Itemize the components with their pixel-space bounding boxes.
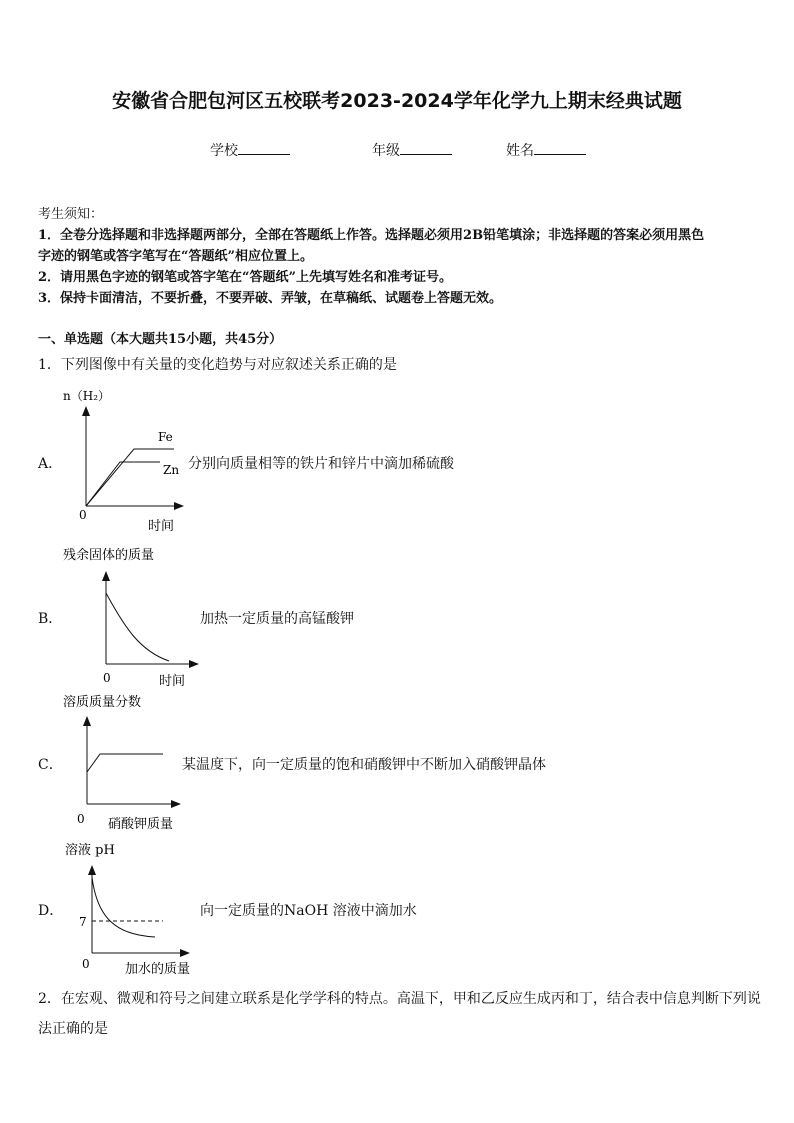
grade-label: 年级 xyxy=(372,143,400,159)
graph-a-curve-fe xyxy=(86,462,160,506)
name-blank[interactable] xyxy=(534,141,586,155)
page-title: 安徽省合肥包河区五校联考2023-2024学年化学九上期末经典试题 xyxy=(112,90,682,112)
graph-b-curve xyxy=(106,593,169,661)
school-field xyxy=(210,140,290,160)
school-blank[interactable] xyxy=(238,141,290,155)
graph-c-xlabel: 硝酸钾质量 xyxy=(108,817,174,832)
option-a-text: 分别向质量相等的铁片和锌片中滴加稀硫酸 xyxy=(188,456,454,472)
graph-a xyxy=(55,385,205,540)
question-1-stem: 1．下列图像中有关量的变化趋势与对应叙述关系正确的是 xyxy=(38,357,397,373)
graph-d-x-arrow xyxy=(180,949,190,957)
graph-d-xlabel: 加水的质量 xyxy=(125,962,191,977)
graph-c-curve xyxy=(87,754,163,772)
notice-item-2: 2．请用黑色字迹的钢笔或答字笔在“答题纸”上先填写姓名和准考证号。 xyxy=(38,270,453,285)
notice-item-3: 3．保持卡面清洁，不要折叠，不要弄破、弄皱，在草稿纸、试题卷上答题无效。 xyxy=(38,291,503,306)
graph-d xyxy=(55,837,205,980)
graph-a-origin: 0 xyxy=(79,508,87,522)
graph-a-curve-zn xyxy=(86,449,174,506)
graph-a-line1-label: Fe xyxy=(158,430,173,444)
graph-b-xlabel: 时间 xyxy=(159,674,186,689)
option-b-letter[interactable]: B． xyxy=(38,611,63,627)
graph-b-origin: 0 xyxy=(103,671,111,685)
graph-d-origin: 0 xyxy=(82,957,90,971)
graph-d-ylabel: 溶液 pH xyxy=(65,843,115,858)
graph-d-tick-7: 7 xyxy=(79,915,87,929)
option-d-text: 向一定质量的NaOH 溶液中滴加水 xyxy=(200,903,417,919)
graph-b xyxy=(55,543,215,693)
option-a-letter[interactable]: A． xyxy=(38,456,63,472)
name-field xyxy=(506,140,586,160)
option-b-text: 加热一定质量的高锰酸钾 xyxy=(200,611,354,627)
graph-a-x-arrow xyxy=(174,502,184,510)
section-heading: 一、单选题（本大题共15小题，共45分） xyxy=(38,332,283,347)
notice-item-1-cont: 字迹的钢笔或答字笔写在“答题纸”相应位置上。 xyxy=(38,249,313,264)
graph-c-x-arrow xyxy=(171,800,181,808)
graph-a-line2-label: Zn xyxy=(163,463,180,477)
graph-b-ylabel: 残余固体的质量 xyxy=(63,548,155,563)
school-label: 学校 xyxy=(210,143,238,159)
graph-a-ylabel: n（H₂） xyxy=(63,389,111,403)
graph-d-curve xyxy=(92,877,155,937)
option-d-letter[interactable]: D． xyxy=(38,903,64,919)
graph-b-x-arrow xyxy=(189,660,199,668)
graph-c-origin: 0 xyxy=(77,812,85,826)
graph-d-y-arrow xyxy=(88,865,96,875)
notice-heading: 考生须知： xyxy=(38,207,104,222)
grade-blank[interactable] xyxy=(400,141,452,155)
name-label: 姓名 xyxy=(506,143,534,159)
question-2-stem: 2．在宏观、微观和符号之间建立联系是化学学科的特点。高温下，甲和乙反应生成丙和丁，结合表中信息判断下列说 xyxy=(38,991,761,1007)
graph-a-y-arrow xyxy=(82,406,90,416)
graph-c xyxy=(55,690,195,835)
notice-item-1: 1．全卷分选择题和非选择题两部分，全部在答题纸上作答。选择题必须用2B铅笔填涂；非选择题的答案必须用黑色 xyxy=(38,228,705,243)
graph-b-y-arrow xyxy=(102,571,110,581)
question-2-stem-cont: 法正确的是 xyxy=(38,1021,108,1037)
graph-c-y-arrow xyxy=(83,716,91,726)
option-c-letter[interactable]: C． xyxy=(38,757,63,773)
grade-field xyxy=(372,140,452,160)
option-c-text: 某温度下，向一定质量的饱和硝酸钾中不断加入硝酸钾晶体 xyxy=(182,757,546,773)
graph-a-xlabel: 时间 xyxy=(148,519,175,534)
graph-c-ylabel: 溶质质量分数 xyxy=(63,695,142,710)
